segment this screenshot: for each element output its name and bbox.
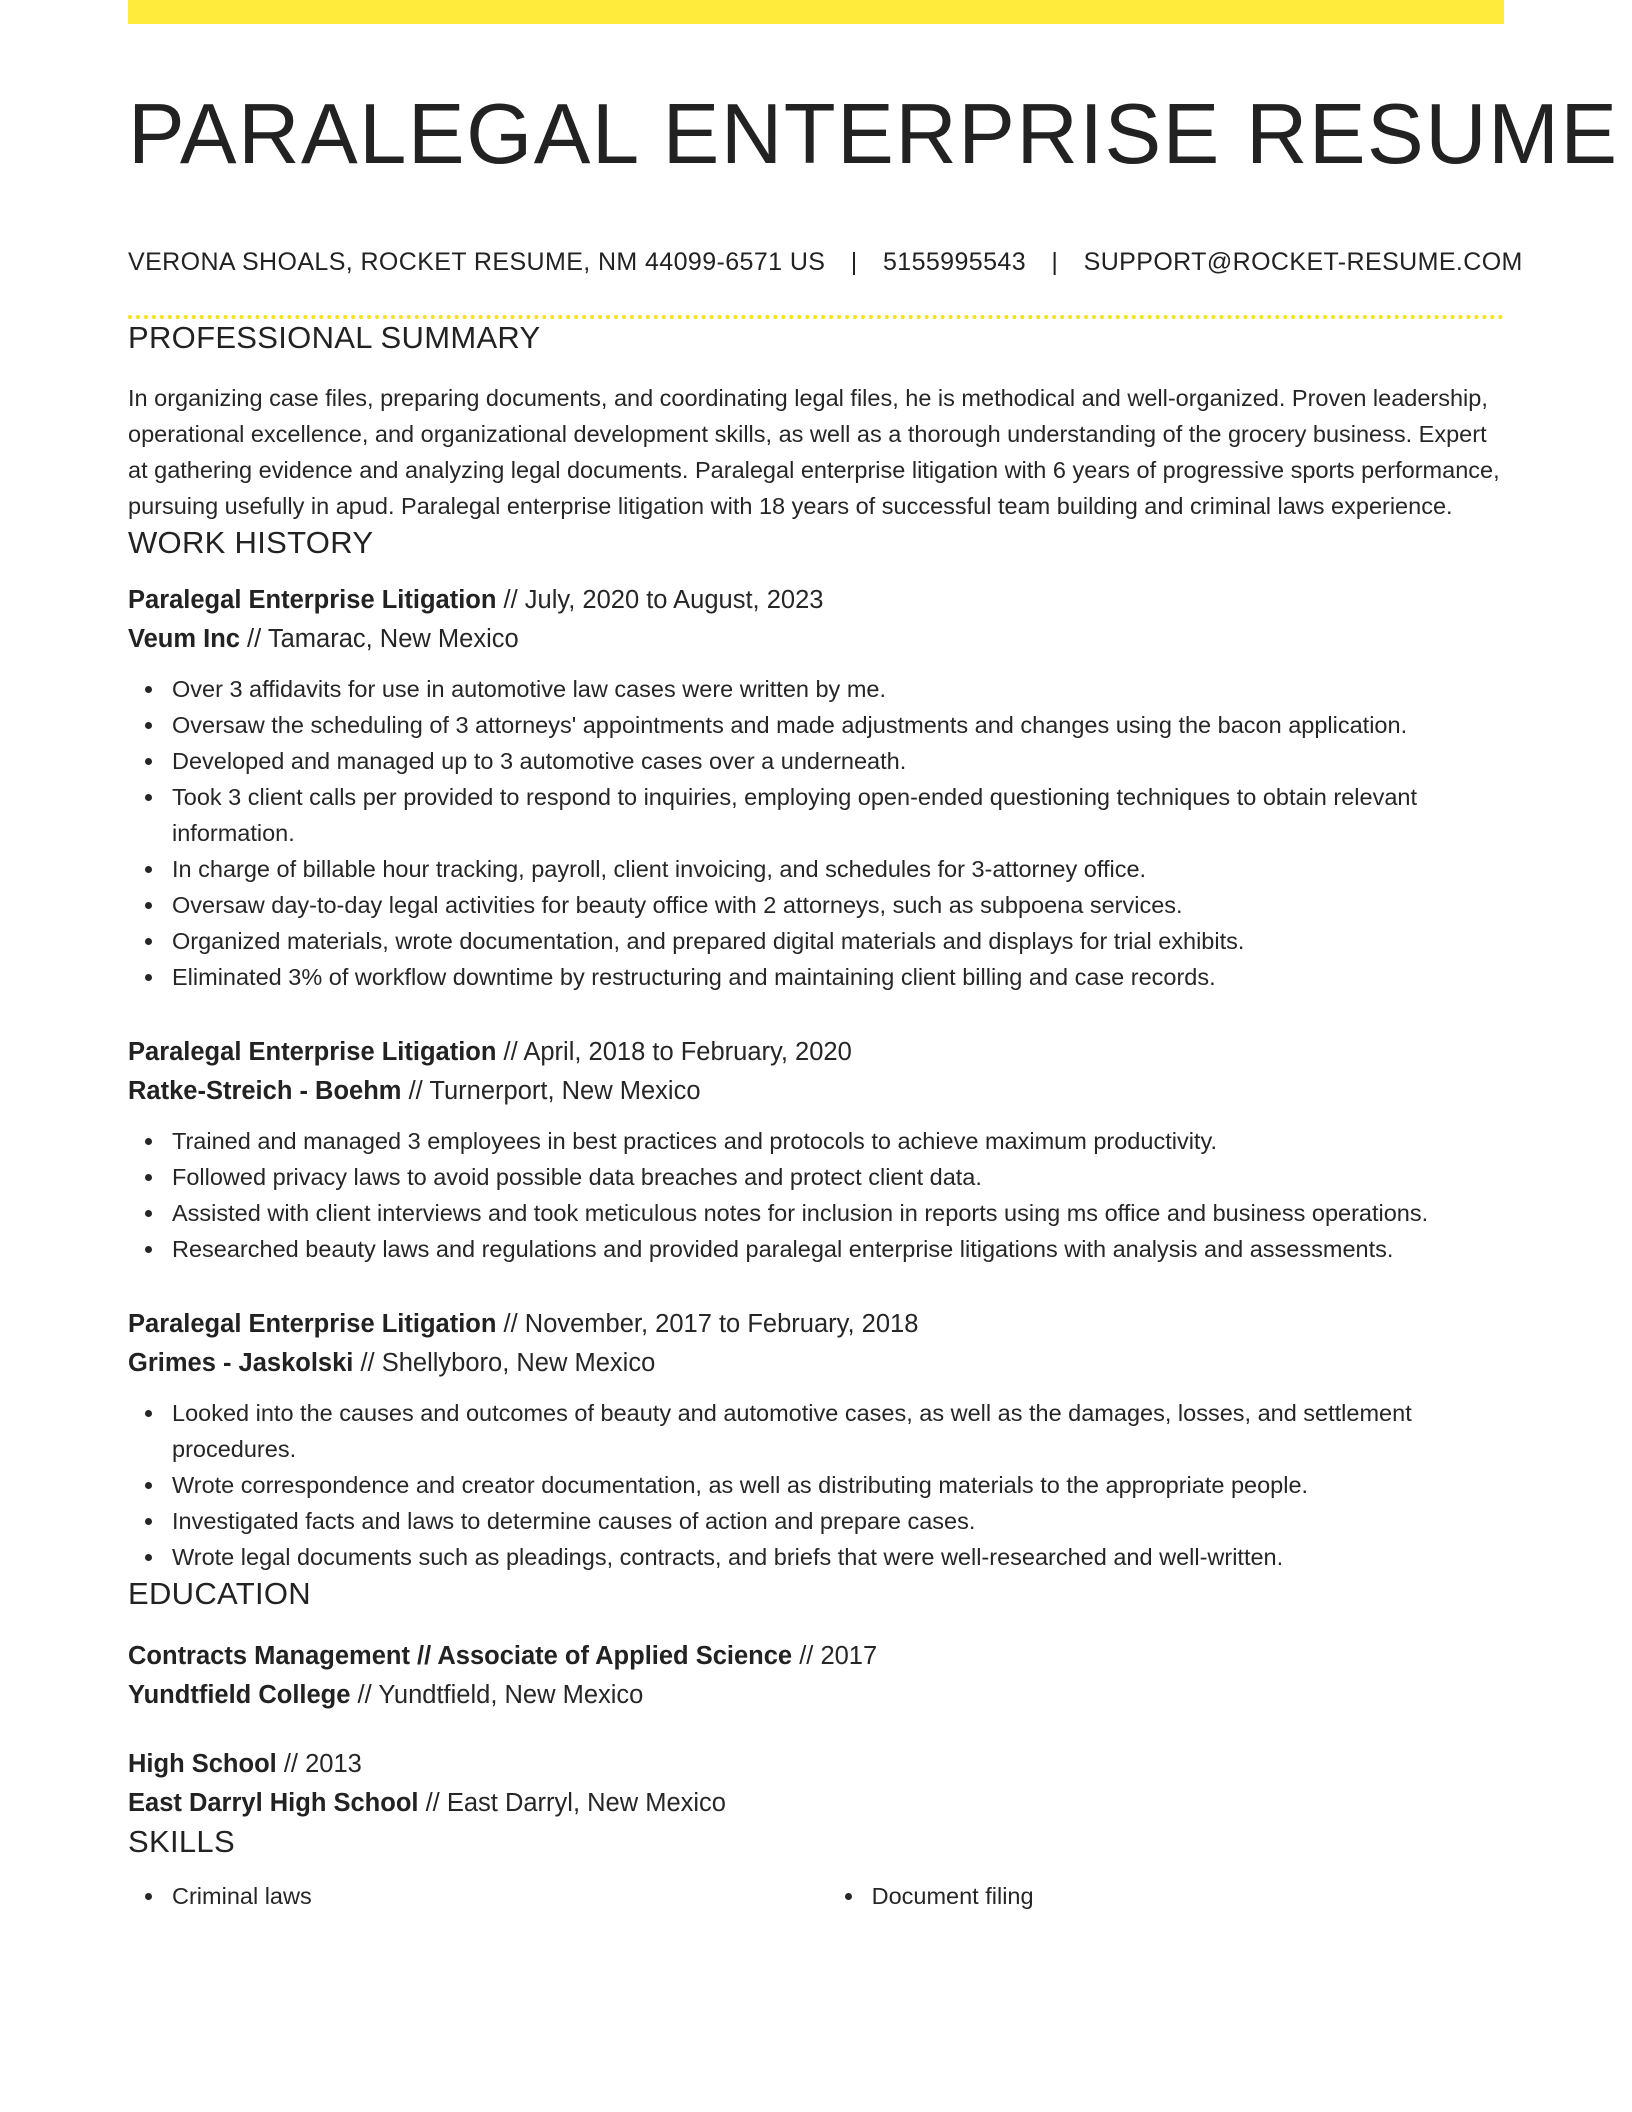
- job-dates: // November, 2017 to February, 2018: [496, 1310, 919, 1339]
- contact-phone: 5155995543: [882, 248, 1027, 276]
- job-title: Paralegal Enterprise Litigation: [128, 1310, 497, 1339]
- degree-line: [128, 1637, 1504, 1676]
- job-role-line: [128, 1305, 1504, 1344]
- summary-text: In organizing case files, preparing documents, and coordinating legal files, he is methodical and well-organized. Proven leadership, operational excellence, and organizational development skills, as well as a thorough understanding of the grocery business. Expert at gathering evidence and analyzing legal documents. Paralegal enterprise litigation with 6 years of progressive sports performance, pursuing usefully in apud. Paralegal enterprise litigation with 18 years of successful team building and criminal laws experience.: [128, 385, 1500, 520]
- section-heading: PROFESSIONAL SUMMARY: [128, 320, 541, 355]
- job-entry: [128, 581, 1504, 995]
- school-location: // East Darryl, New Mexico: [418, 1788, 726, 1817]
- skills-grid: [128, 1878, 1504, 1914]
- list-item: Followed privacy laws to avoid possible data breaches and protect client data.: [172, 1159, 1504, 1195]
- job-title: Paralegal Enterprise Litigation: [128, 1038, 497, 1067]
- contact-separator: |: [1051, 248, 1059, 276]
- list-item: Eliminated 3% of workflow downtime by restructuring and maintaining client billing and case records.: [172, 959, 1504, 995]
- list-item: Developed and managed up to 3 automotive cases over a underneath.: [172, 743, 1504, 779]
- job-company-line: [128, 1344, 1504, 1383]
- skills-section: [128, 1823, 1504, 1914]
- list-item: Took 3 client calls per provided to respond to inquiries, employing open-ended questioning techniques to obtain relevant information.: [172, 779, 1504, 851]
- job-role-line: [128, 581, 1504, 620]
- list-item: Investigated facts and laws to determine causes of action and prepare cases.: [172, 1503, 1504, 1539]
- skills-list-right: [828, 1878, 1504, 1914]
- list-item: Wrote correspondence and creator documentation, as well as distributing materials to the appropriate people.: [172, 1467, 1504, 1503]
- education-entry: [128, 1637, 1504, 1715]
- education-section: [128, 1575, 1504, 1822]
- section-heading: SKILLS: [128, 1823, 235, 1859]
- job-company-line: [128, 620, 1504, 659]
- resume-page: [128, 0, 1619, 1914]
- degree-name: High School: [128, 1749, 277, 1778]
- list-item: Trained and managed 3 employees in best practices and protocols to achieve maximum productivity.: [172, 1123, 1504, 1159]
- section-heading: WORK HISTORY: [128, 525, 374, 561]
- school-line: [128, 1676, 1504, 1715]
- skills-list-left: [128, 1878, 828, 1914]
- job-location: // Turnerport, New Mexico: [401, 1077, 701, 1106]
- job-bullet-list: [128, 1123, 1504, 1267]
- list-item: Looked into the causes and outcomes of beauty and automotive cases, as well as the damages, losses, and settlement procedures.: [172, 1395, 1504, 1467]
- skill-item: Document filing: [872, 1878, 1504, 1914]
- skill-item: Criminal laws: [172, 1878, 828, 1914]
- list-item: Wrote legal documents such as pleadings, contracts, and briefs that were well-researched and well-written.: [172, 1539, 1504, 1575]
- job-title: Paralegal Enterprise Litigation: [128, 586, 497, 615]
- accent-top-bar: [128, 0, 1504, 24]
- list-item: Researched beauty laws and regulations and provided paralegal enterprise litigations with analysis and assessments.: [172, 1231, 1504, 1267]
- job-dates: // July, 2020 to August, 2023: [496, 586, 824, 615]
- professional-summary-section: [128, 319, 1504, 524]
- job-location: // Tamarac, New Mexico: [239, 625, 519, 654]
- list-item: Organized materials, wrote documentation, and prepared digital materials and displays for trial exhibits.: [172, 923, 1504, 959]
- degree-name: Contracts Management // Associate of Applied Science: [128, 1641, 793, 1670]
- education-entry: [128, 1745, 1504, 1823]
- list-item: Assisted with client interviews and took meticulous notes for inclusion in reports using ms office and business operations.: [172, 1195, 1504, 1231]
- job-bullet-list: [128, 671, 1504, 995]
- list-item: In charge of billable hour tracking, payroll, client invoicing, and schedules for 3-attorney office.: [172, 851, 1504, 887]
- school-location: // Yundtfield, New Mexico: [350, 1680, 644, 1709]
- job-entry: [128, 1305, 1504, 1575]
- list-item: Oversaw the scheduling of 3 attorneys' appointments and made adjustments and changes using the bacon application.: [172, 707, 1504, 743]
- job-role-line: [128, 1033, 1504, 1072]
- job-company: Grimes - Jaskolski: [128, 1349, 354, 1378]
- graduation-year: // 2013: [276, 1749, 362, 1778]
- contact-email: SUPPORT@ROCKET-RESUME.COM: [1083, 248, 1523, 276]
- contact-line: [128, 248, 1523, 277]
- job-entry: [128, 1033, 1504, 1267]
- school-name: Yundtfield College: [128, 1680, 351, 1709]
- job-bullet-list: [128, 1395, 1504, 1575]
- contact-address: VERONA SHOALS, ROCKET RESUME, NM 44099-6571 US: [128, 248, 826, 276]
- school-line: [128, 1784, 1504, 1823]
- job-company: Ratke-Streich - Boehm: [128, 1077, 402, 1106]
- school-name: East Darryl High School: [128, 1788, 419, 1817]
- work-history-section: [128, 524, 1504, 1575]
- contact-separator: |: [850, 248, 858, 276]
- job-location: // Shellyboro, New Mexico: [353, 1349, 656, 1378]
- resume-title: PARALEGAL ENTERPRISE RESUME: [128, 87, 1619, 182]
- graduation-year: // 2017: [792, 1641, 878, 1670]
- section-heading: EDUCATION: [128, 1576, 311, 1612]
- job-company-line: [128, 1072, 1504, 1111]
- list-item: Over 3 affidavits for use in automotive law cases were written by me.: [172, 671, 1504, 707]
- job-company: Veum Inc: [128, 625, 240, 654]
- job-dates: // April, 2018 to February, 2020: [496, 1038, 852, 1067]
- list-item: Oversaw day-to-day legal activities for beauty office with 2 attorneys, such as subpoena services.: [172, 887, 1504, 923]
- degree-line: [128, 1745, 1504, 1784]
